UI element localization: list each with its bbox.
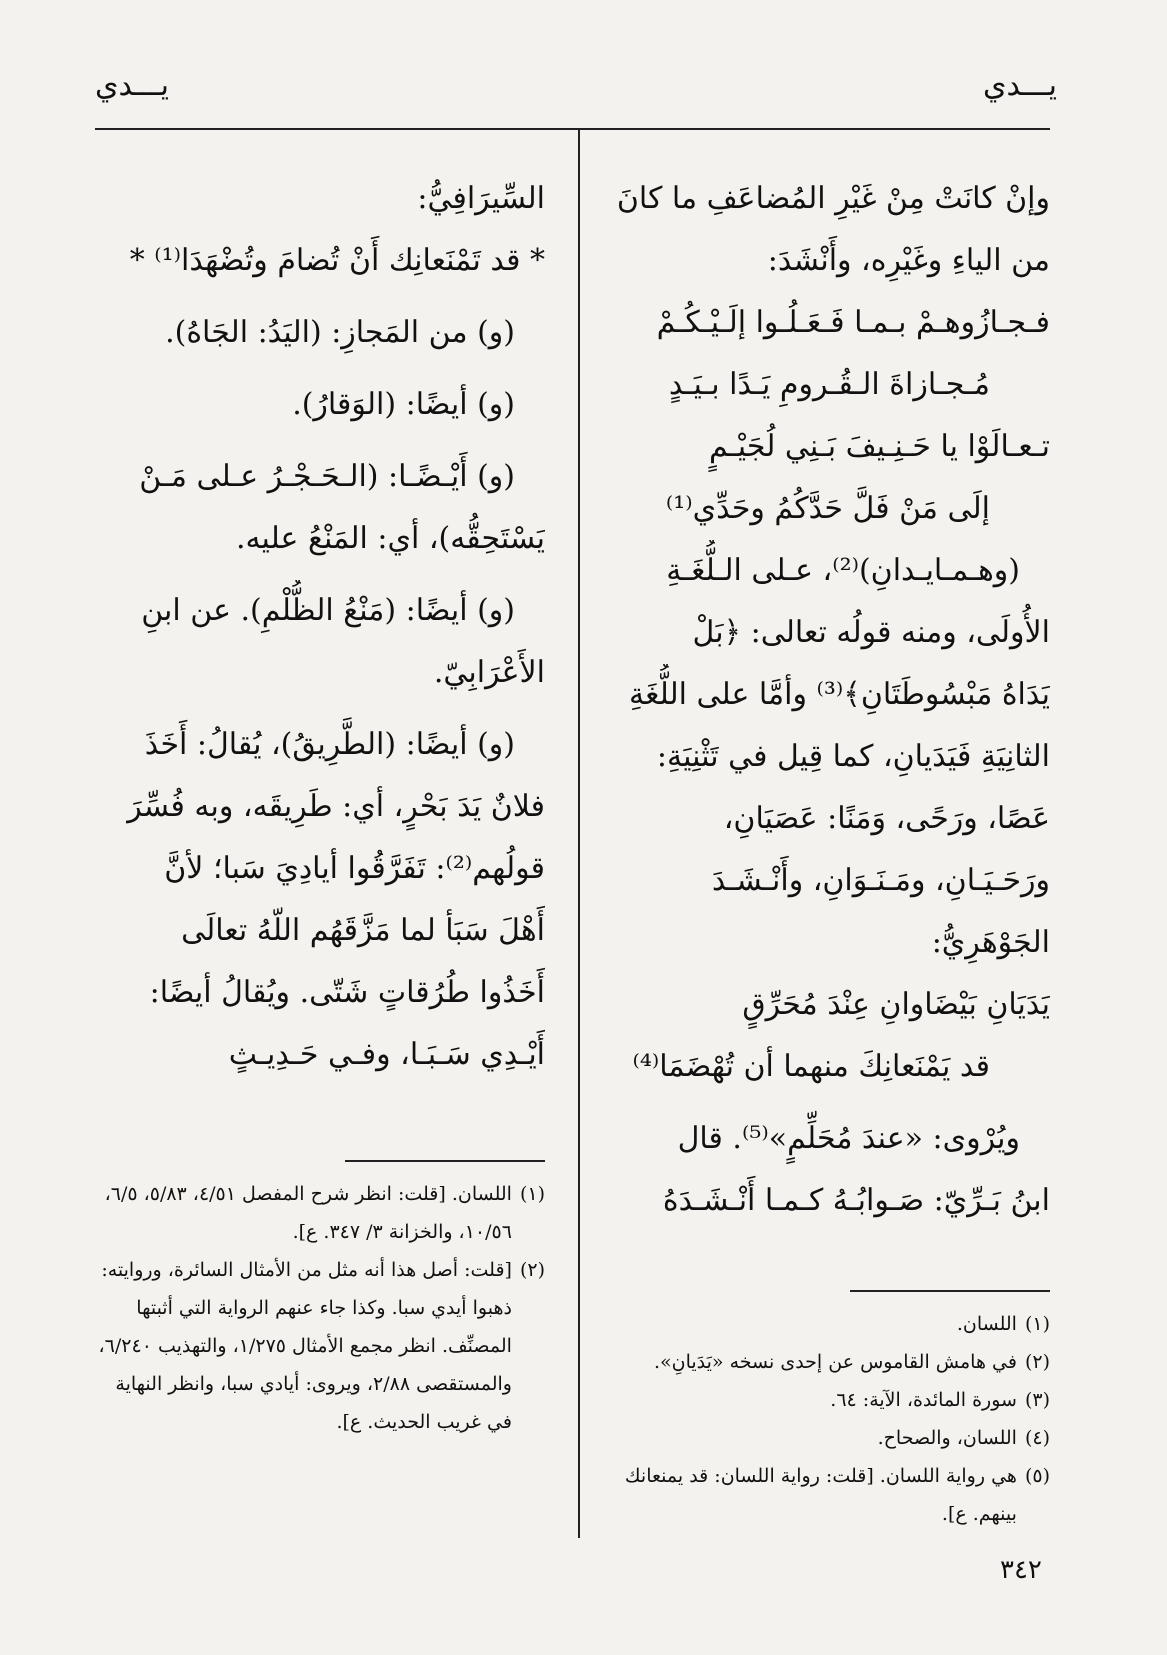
text-line: يَسْتَحِقُّه)، أي: المَنْعُ عليه. [235, 521, 545, 556]
text-line: أَخَذُوا طُرُقاتٍ شَتّى. ويُقالُ أيضًا: [149, 975, 545, 1010]
footnote-rule-right [850, 1290, 1050, 1292]
page-number: ٣٤٢ [1000, 1555, 1042, 1585]
text-line: الأُولَى، ومنه قولُه تعالى: ﴿بَلْ [692, 615, 1050, 650]
verse-line: * قد تَمْنَعانِك أَنْ تُضامَ وتُضْهَدَا⁽¹⁾ * [129, 243, 545, 278]
footnote-number: (٣) [1024, 1389, 1050, 1411]
text-line: (و) أيضًا: (الطَّرِيقُ)، يُقالُ: أَخَذَ [144, 727, 515, 762]
right-column [612, 168, 1050, 1232]
verse-line: قد يَمْنَعانِكَ منهما أن تُهْضَمَا⁽⁴⁾ [632, 1049, 990, 1084]
text-line: من الياءِ وغَيْرِه، وأَنْشَدَ: [767, 243, 1050, 278]
footnote-text: [قلت: أصل هذا أنه مثل من الأمثال السائرة، وروايته: ذهبوا أيدي سبا. وكذا جاء عنهم الرواية التي أثبتها المصنِّف. انظر مجمع الأمثال ١/٢٧٥، والتهذيب ٦/٢٤٠، والمستقصى ٢/٨٨، ويروى: أيادي سبا، وانظر النهاية في غريب الحديث. ع]. [98, 1259, 512, 1433]
text-line: ويُرْوى: «عندَ مُحَلِّمٍ»⁽⁵⁾. قال [677, 1121, 1020, 1156]
text-line: يَدَاهُ مَبْسُوطَتَانِ﴾⁽³⁾ وأمَّا على اللُّغَةِ [629, 677, 1050, 712]
footnote-text: اللسان. [قلت: انظر شرح المفصل ٤/٥١، ٥/٨٣، ٦/٥، ١٠/٥٦، والخزانة ٣/ ٣٤٧. ع]. [104, 1183, 512, 1243]
footnotes-left [95, 1175, 545, 1441]
text-line: ورَحَـيَـانِ، ومَـنَـوَانِ، وأَنْـشَـدَ [711, 863, 1050, 898]
text-line: (و) أيضًا: (مَنْعُ الظُّلْمِ). عن ابنِ [141, 593, 515, 628]
text-line: أَيْـدِي سَـبَـا، وفـي حَـدِيـثٍ [228, 1037, 545, 1072]
text-line: (و) من المَجازِ: (اليَدُ: الجَاهُ). [165, 315, 515, 350]
text-line: الجَوْهَرِيُّ: [931, 925, 1050, 960]
text-line: الثانِيَةِ فَيَدَيانِ، كما قِيل في تَثْنِيَةِ: [656, 739, 1050, 774]
text-line: (وهـمـايـدانِ)⁽²⁾، عـلى الـلُّغَـةِ [666, 553, 1020, 588]
footnote [95, 1175, 545, 1251]
text-line: (و) أَيْـضًـا: (الـحَـجْـرُ عـلى مَـنْ [139, 459, 515, 494]
text-line: السِّيرَافِيُّ: [417, 181, 545, 216]
footnote [612, 1381, 1050, 1419]
footnote [612, 1419, 1050, 1457]
text-line: قولُهم⁽²⁾: تَفَرَّقُوا أيادِيَ سَبا؛ لأنَّ [164, 851, 545, 886]
footnote-number: (١) [1024, 1313, 1050, 1335]
verse-line: مُـجـازاةَ الـقُـرومِ يَـدًا بـيَـدٍ [668, 367, 990, 402]
text-line: أَهْلَ سَبَأ لما مَزَّقَهُم اللّهُ تعالَى [181, 913, 545, 948]
footnote-text: في هامش القاموس عن إحدى نسخه «يَدَيانِ». [653, 1351, 1017, 1373]
header-rule [95, 128, 1050, 130]
footnote-text: سورة المائدة، الآية: ٦٤. [830, 1389, 1017, 1411]
footnote-number: (٢) [519, 1259, 545, 1281]
footnote-text: هي رواية اللسان. [قلت: رواية اللسان: قد يمنعانك بينهم. ع]. [624, 1465, 1017, 1525]
footnote [612, 1305, 1050, 1343]
footnote [612, 1457, 1050, 1533]
text-line: عَصًا، ورَحًى، وَمَنًا: عَصَيَانِ، [723, 801, 1050, 836]
text-line: ابنُ بَـرِّيّ: صَـوابُـهُ كـمـا أَنْـشَـدَهُ [662, 1183, 1050, 1218]
verse-line: تـعـالَوْا يا حَـنِـيفَ بَـنِي لُجَيْـمٍ [709, 429, 1050, 464]
text-line: (و) أيضًا: (الوَقارُ). [292, 387, 515, 422]
text-line: وإنْ كانَتْ مِنْ غَيْرِ المُضاعَفِ ما كانَ [616, 181, 1050, 216]
footnote-text: اللسان، والصحاح. [877, 1427, 1017, 1449]
footnote-number: (٥) [1024, 1465, 1050, 1487]
text-line: فلانٌ يَدَ بَحْرٍ، أي: طَرِيقَه، وبه فُسِّرَ [127, 789, 545, 824]
verse-line: إلَى مَنْ فَلَّ حَدَّكُمُ وحَدِّي⁽¹⁾ [665, 491, 990, 526]
verse-line: فـجـازُوهـمْ بـمـا فَـعَـلُـوا إلَـيْـكُـمْ [656, 305, 1050, 340]
footnote [612, 1343, 1050, 1381]
footnote-number: (٤) [1024, 1427, 1050, 1449]
column-divider [578, 128, 580, 1538]
running-header-left: يـــدي [95, 68, 169, 103]
footnote-number: (١) [519, 1183, 545, 1205]
footnote-rule-left [345, 1160, 545, 1162]
verse-line: يَدَيَانِ بَيْضَاوانِ عِنْدَ مُحَرِّقٍ [742, 987, 1050, 1022]
left-column [95, 168, 545, 1086]
footnote-number: (٢) [1024, 1351, 1050, 1373]
text-line: الأَعْرَابِيّ. [433, 655, 545, 690]
footnote-text: اللسان. [956, 1313, 1017, 1335]
footnote [95, 1251, 545, 1441]
running-header-right: يـــدي [983, 68, 1057, 103]
footnotes-right [612, 1305, 1050, 1533]
